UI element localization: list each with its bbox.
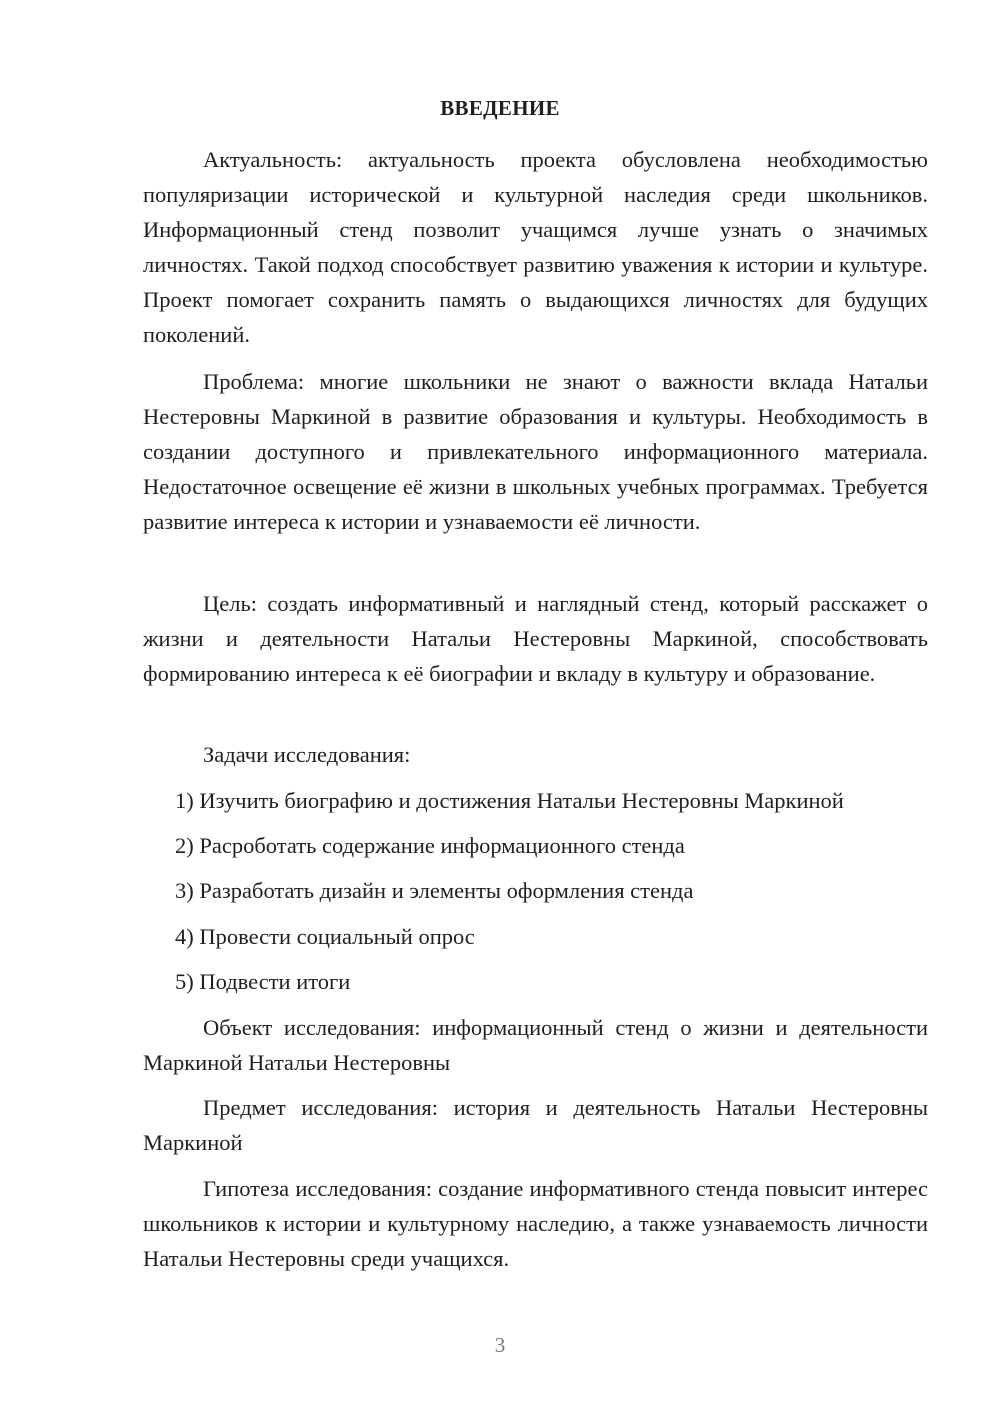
goal-paragraph: Цель: создать информативный и наглядный стенд, который расскажет о жизни и деятельности Натальи Нестеровны Маркиной, способствовать формированию интереса к её биографии и вкладу в культуру и образование.: [143, 591, 928, 686]
task-item: 5) Подвести итоги: [175, 969, 351, 994]
tasks-title: Задачи исследования:: [203, 742, 411, 767]
task-item: 1) Изучить биографию и достижения Натальи Нестеровны Маркиной: [175, 788, 844, 813]
page-title: ВВЕДЕНИЕ: [440, 96, 560, 120]
task-item: 2) Расроботать содержание информационного стенда: [175, 833, 685, 858]
task-item: 3) Разработать дизайн и элементы оформления стенда: [175, 878, 694, 903]
problem-paragraph: Проблема: многие школьники не знают о важности вклада Натальи Нестеровны Маркиной в развитие образования и культуры. Необходимость в создании доступного и привлекательного информационного материала. Недостаточное освещение её жизни в школьных учебных программах. Требуется развитие интереса к истории и узнаваемости её личности.: [143, 369, 928, 534]
hypothesis-paragraph: Гипотеза исследования: создание информативного стенда повысит интерес школьников к истории и культурному наследию, а также узнаваемость личности Натальи Нестеровны среди учащихся.: [143, 1176, 928, 1271]
task-item: 4) Провести социальный опрос: [175, 924, 475, 949]
page-number: 3: [494, 1333, 506, 1357]
object-paragraph: Объект исследования: информационный стенд о жизни и деятельности Маркиной Натальи Нестеровны: [143, 1015, 928, 1075]
relevance-paragraph: Актуальность: актуальность проекта обусловлена необходимостью популяризации исторической и культурной наследия среди школьников. Информационный стенд позволит учащимся лучше узнать о значимых личностях. Такой подход способствует развитию уважения к истории и культуре. Проект помогает сохранить память о выдающихся личностях для будущих поколений.: [143, 147, 928, 347]
subject-paragraph: Предмет исследования: история и деятельность Натальи Нестеровны Маркиной: [143, 1095, 928, 1155]
